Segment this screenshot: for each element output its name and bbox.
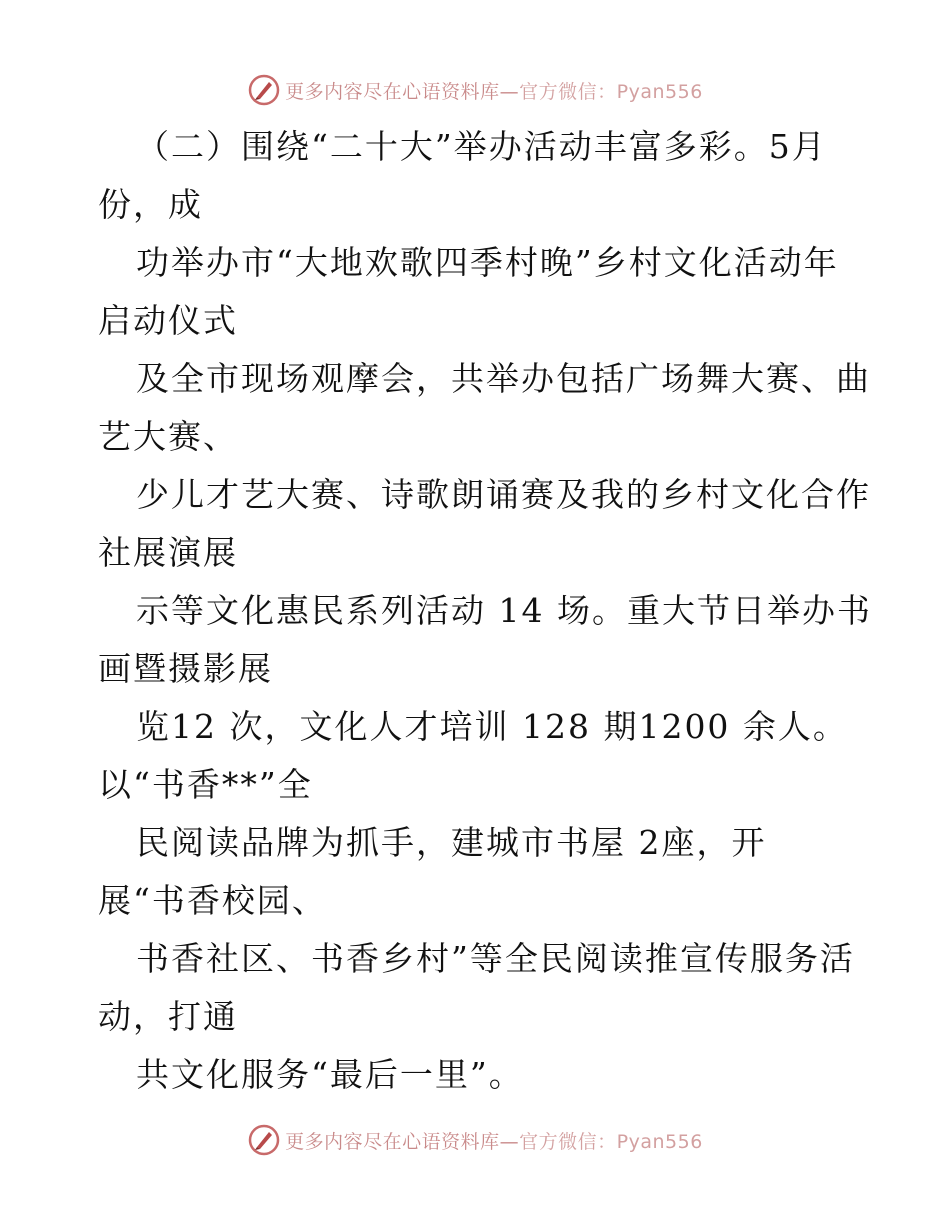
text-line: 示等文化惠民系列活动 14 场。重大节日举办书 xyxy=(136,591,872,630)
text-line: 以“书香**”全 xyxy=(98,765,313,804)
text-line: 功举办市“大地欢歌四季村晚”乡村文化活动年 xyxy=(136,243,839,282)
text-line: 及全市现场观摩会，共举办包括广场舞大赛、曲 xyxy=(136,359,871,398)
text-line: 启动仪式 xyxy=(98,301,238,340)
pen-circle-logo-icon xyxy=(247,73,281,107)
watermark-text: 更多内容尽在心语资料库—官方微信：Pyan556 xyxy=(285,80,703,103)
text-line: 动，打通 xyxy=(98,997,238,1036)
document-body xyxy=(98,118,872,1104)
text-line: 少儿才艺大赛、诗歌朗诵赛及我的乡村文化合作 xyxy=(136,475,871,514)
text-line: 份，成 xyxy=(98,185,203,224)
text-line: 民阅读品牌为抓手，建城市书屋 2座，开 xyxy=(136,823,767,862)
text-line: 社展演展 xyxy=(98,533,238,572)
text-line: 览12 次，文化人才培训 128 期1200 余人。 xyxy=(136,707,848,746)
text-line: 展“书香校园、 xyxy=(98,881,327,920)
text-line: 共文化服务“最后一里”。 xyxy=(136,1055,524,1094)
text-line: 画暨摄影展 xyxy=(98,649,273,688)
watermark-header xyxy=(0,70,950,110)
pen-circle-logo-icon xyxy=(247,1123,281,1157)
text-line: 书香社区、书香乡村”等全民阅读推宣传服务活 xyxy=(136,939,855,978)
watermark-text: 更多内容尽在心语资料库—官方微信：Pyan556 xyxy=(285,1130,703,1153)
text-line: 艺大赛、 xyxy=(98,417,238,456)
watermark-footer xyxy=(0,1120,950,1160)
text-line: （二）围绕“二十大”举办活动丰富多彩。5月 xyxy=(136,127,827,166)
